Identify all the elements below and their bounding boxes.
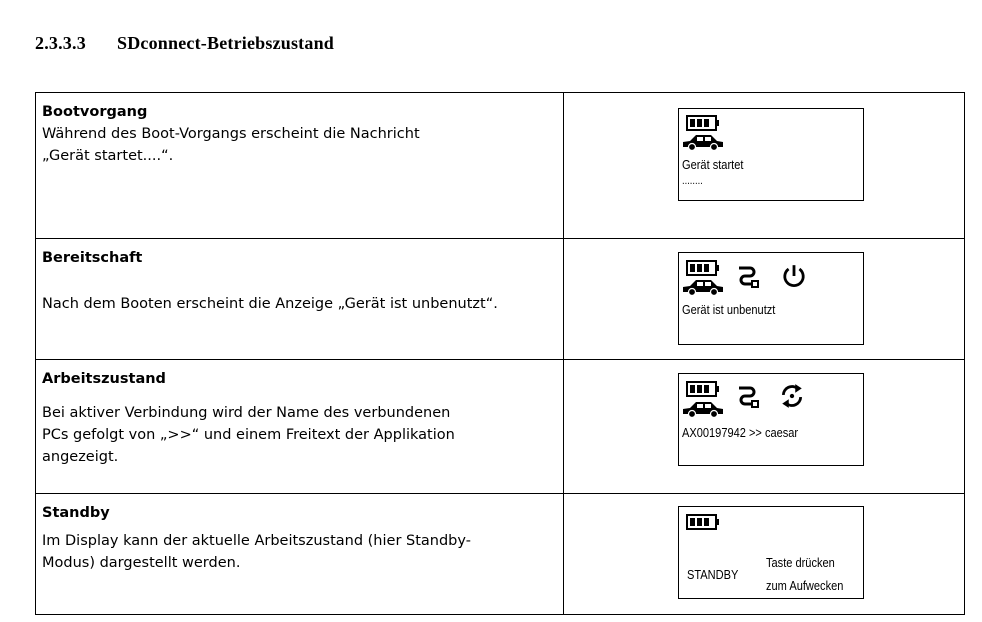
car-icon bbox=[682, 133, 724, 151]
lcd-display bbox=[678, 373, 864, 466]
section-number: 2.3.3.3 bbox=[35, 33, 86, 53]
cable-icon bbox=[736, 384, 760, 408]
state-title: Arbeitszustand bbox=[42, 371, 166, 387]
cable-icon bbox=[736, 264, 760, 288]
state-display-cell bbox=[564, 239, 965, 360]
section-heading bbox=[35, 33, 334, 54]
car-icon bbox=[682, 278, 724, 296]
state-description-line: Im Display kann der aktuelle Arbeitszustand (hier Standby- bbox=[42, 533, 471, 549]
state-description-line: PCs gefolgt von „>>“ und einem Freitext der Applikation bbox=[42, 427, 455, 443]
state-description-line: angezeigt. bbox=[42, 449, 119, 465]
lcd-hint-line: Taste drücken bbox=[766, 555, 835, 570]
state-title: Standby bbox=[42, 505, 110, 521]
section-title: SDconnect-Betriebszustand bbox=[117, 33, 334, 53]
lcd-message: AX00197942 >> caesar bbox=[682, 425, 799, 440]
lcd-progress-dots: ........ bbox=[682, 175, 703, 187]
state-description-cell bbox=[36, 494, 564, 615]
state-description-line: Nach dem Booten erscheint die Anzeige „Gerät ist unbenutzt“. bbox=[42, 296, 498, 312]
sync-icon bbox=[779, 383, 805, 409]
table-row-arbeitszustand bbox=[36, 360, 965, 494]
table-row-bootvorgang bbox=[36, 93, 965, 239]
battery-icon bbox=[686, 513, 720, 531]
state-description-line: Während des Boot-Vorgangs erscheint die Nachricht bbox=[42, 126, 420, 142]
car-icon bbox=[682, 400, 724, 418]
state-description-cell bbox=[36, 239, 564, 360]
lcd-mode-label: STANDBY bbox=[687, 567, 739, 582]
power-icon bbox=[781, 263, 807, 289]
lcd-message: Gerät ist unbenutzt bbox=[682, 302, 776, 317]
state-description-line: „Gerät startet....“. bbox=[42, 148, 174, 164]
battery-icon bbox=[686, 114, 720, 132]
state-title: Bootvorgang bbox=[42, 104, 148, 120]
lcd-hint-line: zum Aufwecken bbox=[766, 578, 844, 593]
battery-icon bbox=[686, 380, 720, 398]
state-display-cell bbox=[564, 93, 965, 239]
lcd-display bbox=[678, 252, 864, 345]
state-description-cell bbox=[36, 360, 564, 494]
table-row-bereitschaft bbox=[36, 239, 965, 360]
states-table bbox=[35, 92, 965, 615]
state-description-line: Modus) dargestellt werden. bbox=[42, 555, 241, 571]
lcd-message: Gerät startet bbox=[682, 157, 744, 172]
table-row-standby bbox=[36, 494, 965, 615]
state-description-cell bbox=[36, 93, 564, 239]
lcd-display bbox=[678, 506, 864, 599]
state-title: Bereitschaft bbox=[42, 250, 143, 266]
lcd-display bbox=[678, 108, 864, 201]
state-description-line: Bei aktiver Verbindung wird der Name des verbundenen bbox=[42, 405, 451, 421]
battery-icon bbox=[686, 259, 720, 277]
state-display-cell bbox=[564, 360, 965, 494]
state-display-cell bbox=[564, 494, 965, 615]
